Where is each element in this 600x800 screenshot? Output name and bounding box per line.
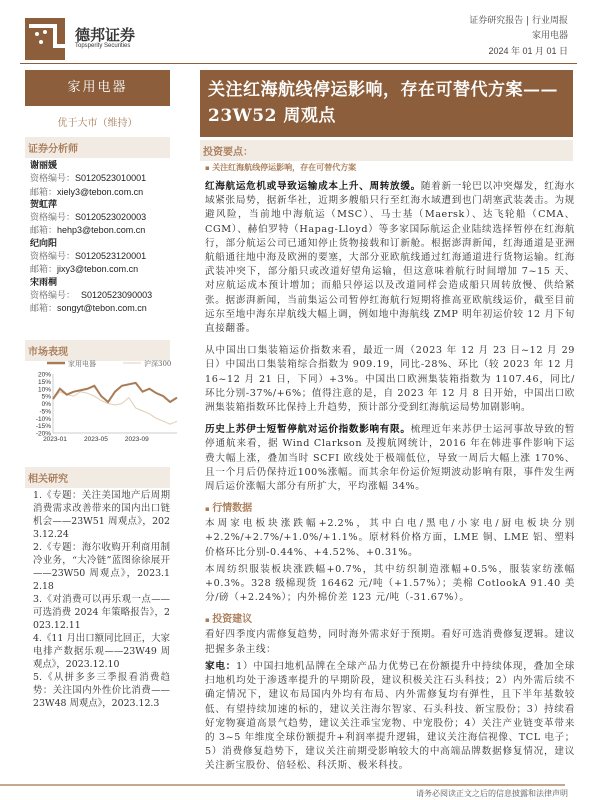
analyst-email[interactable]: hehp3@tebon.com.cn [57,225,146,236]
analyst-email[interactable]: xiely3@tebon.com.cn [57,186,144,197]
related-header: 相关研究 [25,467,170,488]
report-date: 2024 年 01 月 01 日 [488,46,568,56]
analyst-name: 纪向阳 [30,238,58,249]
subheading: ▪ 行情数据 [205,499,575,514]
label: 资格编号： [30,290,76,301]
subheading: ▪ 投资建议 [205,610,575,625]
paragraph: 本周纺织服装板块涨跌幅+0.7%，其中纺织制造涨幅+0.5%，服装家纺涨幅+0.3%。328 级棉现货 16462 元/吨（+1.57%）；美棉 CotlookA 91.40 美分/磅（+2.24%）；内外棉价差 123 元/吨（-31.67%）。 [205,563,575,604]
related-item[interactable]: 1.《专题：关注美国地产后周期消费需求改善带来的国内出口链机会——23W51 周观点》，2023.12.24 [33,490,170,540]
label: 邮箱： [30,187,58,198]
paragraph [205,180,575,336]
label: 邮箱： [30,265,58,276]
analyst-name: 谢丽媛 [30,161,58,171]
header-meta [469,14,568,59]
y-tick-label: 0% [41,401,51,408]
report-type: 证券研究报告 | 行业周报 [469,16,568,26]
analyst-id: S0120523090003 [81,289,153,300]
y-tick-label: 5% [41,393,51,401]
label: 邮箱： [30,226,58,237]
main-flow [0,180,600,800]
main-body [205,180,575,776]
y-tick-label: 15% [37,378,51,386]
paragraph [205,423,575,494]
y-tick-label: -10% [35,415,51,423]
logo [25,18,65,60]
analyst-name: 宋雨桐 [30,277,58,288]
footer-disclaimer: 请务必阅读正文之后的信息披露和法律声明 [416,789,568,798]
related-item[interactable]: 4.《11 月出口额同比回正，大家电排产数据乐观——23W49 周观点》，2023.12.10 [33,633,170,670]
analyst-id: S0120523020003 [75,212,147,223]
bold-lead: 历史上苏伊士短暂停航对运价指数影响有限。 [205,424,411,436]
paragraph: 看好四季度内需修复趋势，同时海外需求好于预期。看好可选消费修复逻辑。建议把握多条主线： [205,629,575,655]
paragraph: 本周家电板块涨跌幅+2.2%，其中白电/黑电/小家电/厨电板块分别+2.2%/+2.7%/+1.0%/+1.1%。原材料价格方面，LME 铜、LME 铝、塑料价格环比分别-0.44%、+4.52%、+0.31%。 [205,518,575,558]
related-item[interactable]: 2.《专题：海尔收购开利商用制冷业务，“大冷链”蓝图徐徐展开——23W50 周观点》，2023.12.18 [33,542,170,592]
y-tick-label: -15% [35,423,51,431]
analyst-email[interactable]: songyt@tebon.com.cn [57,303,147,314]
key-points-header: 投资要点： [200,140,573,161]
bold-lead: 红海航运危机或导致运输成本上升、周转放缓。 [205,181,421,192]
market-header: 市场表现 [25,340,170,361]
rating: 优于大市（维持） [57,118,138,129]
paragraph: 从中国出口集装箱运价指数来看，最近一周（2023 年 12 月 23 日~12 月 29 日）中国出口集装箱综合指数为 909.19，同比-28%、环比（较 2023 年 12 月 16~12 月 21 日，下同）+3%。中国出口欧洲集装箱指数为 1107.46，同比/环比分别-37%/+6%；值得注意的是，自 2023 年 12 月 8 日开始，中国出口欧洲集装箱指数环比保持上升趋势，预计部分受到红海航运局势加剧影响。 [205,345,575,414]
x-tick-label: 2023-09 [124,436,149,443]
bold-lead: 家电： [205,660,237,672]
analysts-header: 证券分析师 [25,137,170,158]
subheading: ▪ 关注红海航线停运影响，存在可替代方案 [205,162,356,173]
category-box: 家用电器 [25,70,170,106]
footer-rule [0,784,565,786]
related-item[interactable]: 3.《对消费可以再乐观一点——可选消费 2024 年策略报告》，2023.12.11 [33,594,170,631]
related-item[interactable]: 5.《从拼多多三季报看消费趋势：关注国内外性价比消费——23W48 周观点》，2023.12.3 [33,672,170,709]
legend-label: 家用电器 [68,360,96,368]
analyst-email[interactable]: jixy3@tebon.com.cn [57,264,139,275]
report-title: 关注红海航线停运影响，存在可替代方案——23W52 周观点 [200,70,573,137]
text: 梳理近年来苏伊士运河事故导致的暂停通航来看，据 Wind Clarkson 及搜航网统计，2016 年在韩进事件影响下运费大幅上涨，叠加当时 SCFI 欧线处于极端低位，导致一周后大幅上涨 170%、且一个月后仍保持近100%涨幅。而其余年份运价短期波动影响有限，事件发生两周后运价涨幅大部分有所扩大，平均涨幅 34%。 [205,424,576,493]
analyst-id: S0120523120001 [75,251,147,262]
logo-en: Topsperity Securities [75,43,131,49]
label: 资格编号： [30,174,76,185]
label: 资格编号： [30,252,76,263]
legend-label: 沪深300 [144,360,172,368]
analyst-id: S0120523010001 [75,173,147,184]
label: 邮箱： [30,304,58,315]
y-tick-label: 10% [37,386,51,394]
y-tick-label: -20% [35,430,51,438]
paragraph [205,660,575,774]
x-tick-label: 2023-05 [83,436,108,443]
industry-label: 家用电器 [531,31,568,41]
header-rule [20,63,577,64]
label: 资格编号： [30,213,76,224]
x-tick-label: 2023-01 [43,436,67,443]
footer [0,784,600,800]
logo-cn: 德邦证券 [75,26,136,44]
y-tick-label: 20% [37,371,51,379]
text: 1）中国扫地机品牌在全球产品力优势已在份额提升中持续体现，叠加全球扫地机均处于渗透率提升的早期阶段，建议积极关注石头科技；2）内外需后续不确定情况下，建议布局国内外均有布局、内外需修复均有弹性，且下半年基数较低、有望持续加速的标的，建议关注海尔智家、石头科技、新宝股份；3）持续看好宠物赛道高景气趋势，建议关注乖宝宠物、中宠股份；4）关注产业链变革带来的 3~5 年维度全球份额提升+利润率提升逻辑，建议关注海信视像、TCL 电子；5）消费修复趋势下，建议关注前期受影响较大的中高端品牌数据修复情况，建议关注新宝股份、倍轻松、科沃斯、极米科技。 [205,660,575,772]
text: 随着新一轮巴以冲突爆发，红海水域紧张局势，据新华社，近期多艘船只行至红海水域遭到也门胡塞武装袭击。为规避风险，当前地中海航运（MSC）、马士基（Maersk）、达飞轮船（CMA、CGM）、赫伯罗特（Hapag-Lloyd）等多家国际航运企业陆续选择暂停在红海航行，部分航运公司已通知停止货物接载和订新舱。根据澎湃新闻，红海通道是亚洲航船通往地中海及欧洲的要塞，大部分亚欧航线通过红海通道进行货物运输。红海武装冲突下，部分船只或改道好望角运输，但这意味着航行时间增加 7~15 天、对应航运成本预计增加；而船只停运以及改道同样会造成船只周转放慢、供给紧张。据澎湃新闻，当前集运公司暂停红海航行短期将推高亚欧航线运价，截至目前远东至地中海东岸航线大幅上调，例如地中海航线 ZMP 明年初运价较 12 月下旬直接翻番。 [205,181,576,335]
y-tick-label: -5% [39,408,51,416]
analyst-name: 贺虹萍 [30,199,58,210]
